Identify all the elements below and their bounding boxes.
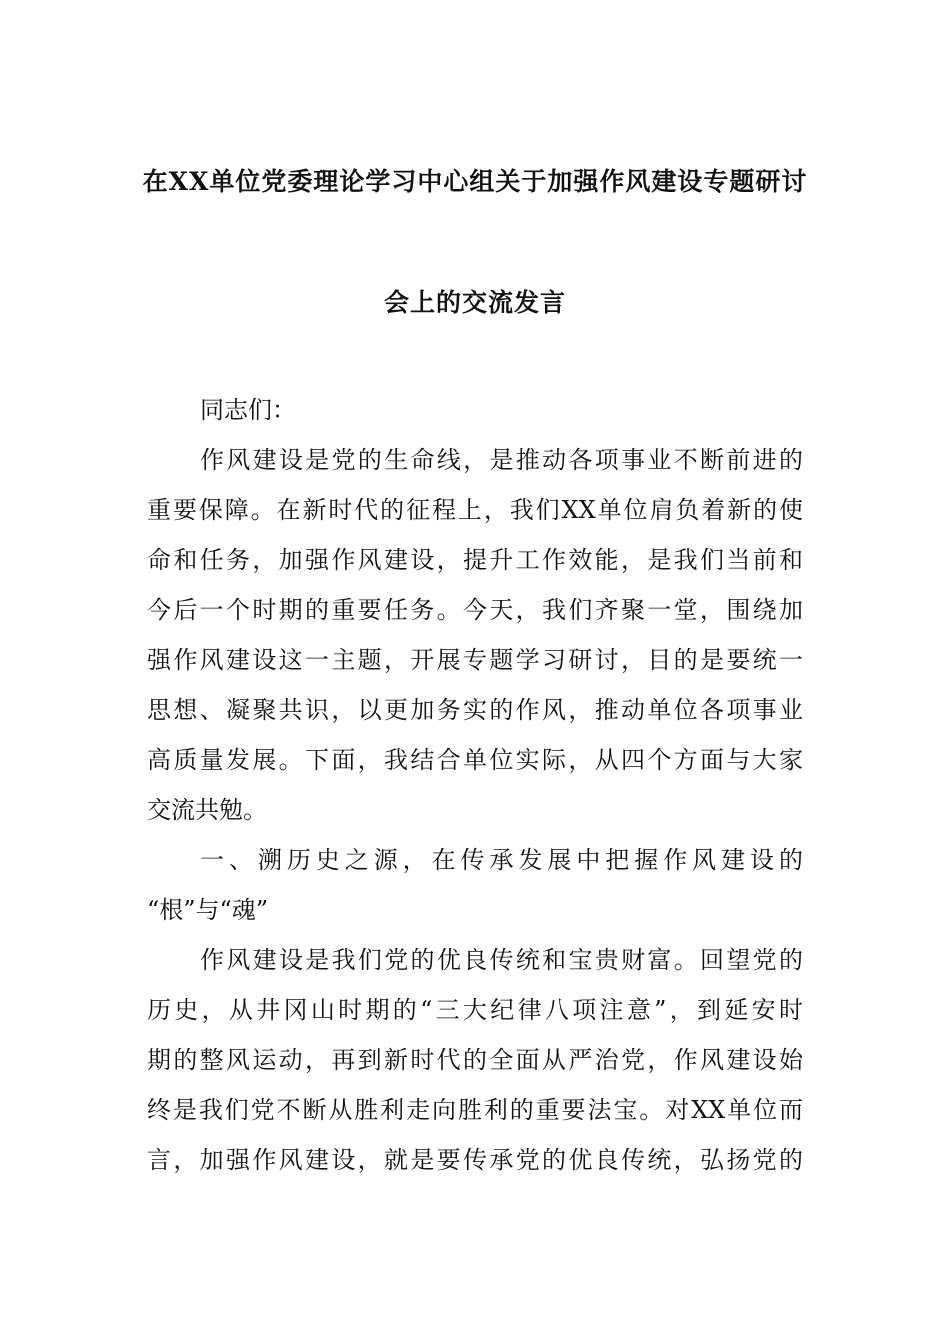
- document-body: [147, 391, 803, 1191]
- body-line: 言，加强作风建设，就是要传承党的优良传统，弘扬党的: [147, 1146, 803, 1174]
- body-line: 终是我们党不断从胜利走向胜利的重要法宝。对XX单位而: [147, 1096, 803, 1124]
- salutation: 同志们：: [200, 396, 296, 424]
- body-line: 命和任务，加强作风建设，提升工作效能，是我们当前和: [147, 546, 803, 574]
- document-title-line-2: 会上的交流发言: [383, 288, 566, 317]
- document-title-line-1: 在XX单位党委理论学习中心组关于加强作风建设专题研讨: [142, 167, 808, 196]
- body-line: 思想、凝聚共识，以更加务实的作风，推动单位各项事业: [147, 696, 803, 724]
- body-line: 交流共勉。: [147, 796, 267, 824]
- body-line: 高质量发展。下面，我结合单位实际，从四个方面与大家: [147, 746, 803, 774]
- body-line: 作风建设是党的生命线，是推动各项事业不断前进的: [200, 446, 803, 474]
- section-heading-line: “根”与“魂”: [147, 896, 269, 924]
- body-line: 强作风建设这一主题，开展专题学习研讨，目的是要统一: [147, 646, 803, 674]
- body-line: 重要保障。在新时代的征程上，我们XX单位肩负着新的使: [147, 496, 803, 524]
- body-line: 期的整风运动，再到新时代的全面从严治党，作风建设始: [147, 1046, 803, 1074]
- section-heading-line: 一、溯历史之源，在传承发展中把握作风建设的: [200, 846, 803, 874]
- body-line: 今后一个时期的重要任务。今天，我们齐聚一堂，围绕加: [147, 596, 803, 624]
- body-line: 作风建设是我们党的优良传统和宝贵财富。回望党的: [200, 946, 803, 974]
- body-line: 历史，从井冈山时期的“三大纪律八项注意”，到延安时: [147, 996, 803, 1024]
